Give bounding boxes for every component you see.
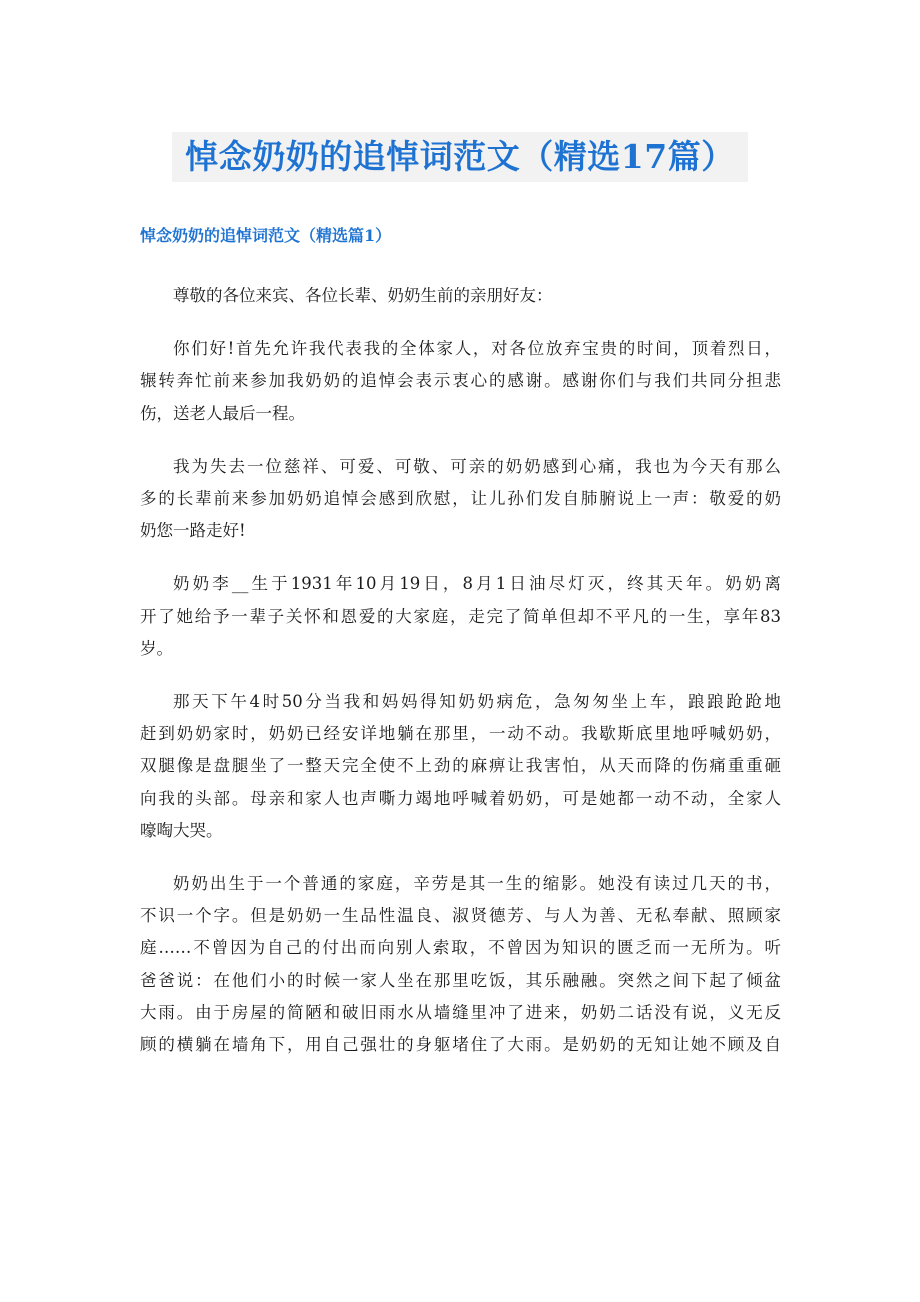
paragraph-line: 多的长辈前来参加奶奶追悼会感到欣慰，让儿孙们发自肺腑说上一声：敬爱的奶	[140, 489, 781, 509]
document-body	[140, 280, 781, 1082]
paragraph-line: 不识一个字。但是奶奶一生品性温良、淑贤德芳、与人为善、无私奉献、照顾家	[140, 906, 781, 926]
paragraph-line: 嚎啕大哭。	[140, 820, 223, 840]
paragraph-line: 伤，送老人最后一程。	[140, 403, 305, 423]
paragraph	[140, 451, 781, 548]
paragraph-line: 双腿像是盘腿坐了一整天完全使不上劲的麻痹让我害怕，从天而降的伤痛重重砸	[140, 756, 781, 776]
paragraph-line: 奶您一路走好!	[140, 521, 246, 541]
section-heading: 悼念奶奶的追悼词范文（精选篇1）	[140, 226, 392, 245]
paragraph	[140, 333, 781, 430]
paragraph-line: 大雨。由于房屋的简陋和破旧雨水从墙缝里冲了进来，奶奶二话没有说，义无反	[140, 1002, 781, 1022]
paragraph	[140, 686, 781, 847]
paragraph-line: 奶奶李__生于1931年10月19日，8月1日油尽灯灭，终其天年。奶奶离	[173, 574, 781, 594]
paragraph-line: 向我的头部。母亲和家人也声嘶力竭地呼喊着奶奶，可是她都一动不动，全家人	[140, 788, 781, 808]
paragraph-line: 爸爸说：在他们小的时候一家人坐在那里吃饭，其乐融融。突然之间下起了倾盆	[140, 970, 781, 990]
paragraph-line: 赶到奶奶家时，奶奶已经安详地躺在那里，一动不动。我歇斯底里地呼喊奶奶，	[140, 724, 781, 744]
paragraph	[140, 568, 781, 665]
paragraph-line: 庭……不曾因为自己的付出而向别人索取，不曾因为知识的匮乏而一无所为。听	[140, 938, 781, 958]
paragraph-line: 那天下午4时50分当我和妈妈得知奶奶病危，急匆匆坐上车，踉踉跄跄地	[173, 692, 781, 712]
paragraph-line: 辗转奔忙前来参加我奶奶的追悼会表示衷心的感谢。感谢你们与我们共同分担悲	[140, 371, 781, 391]
paragraph-line: 开了她给予一辈子关怀和恩爱的大家庭，走完了简单但却不平凡的一生，享年83	[140, 606, 781, 626]
paragraph-line: 奶奶出生于一个普通的家庭，辛劳是其一生的缩影。她没有读过几天的书，	[173, 874, 781, 894]
paragraph-line: 我为失去一位慈祥、可爱、可敬、可亲的奶奶感到心痛，我也为今天有那么	[173, 456, 781, 476]
paragraph-line: 岁。	[140, 638, 173, 658]
document-title: 悼念奶奶的追悼词范文（精选17篇）	[172, 132, 748, 182]
paragraph	[140, 868, 781, 1061]
paragraph-line: 尊敬的各位来宾、各位长辈、奶奶生前的亲朋好友：	[173, 286, 553, 305]
paragraph-line: 你们好!首先允许我代表我的全体家人，对各位放弃宝贵的时间，顶着烈日，	[173, 339, 781, 359]
paragraph-line: 顾的横躺在墙角下，用自己强壮的身躯堵住了大雨。是奶奶的无知让她不顾及自	[140, 1035, 781, 1055]
paragraph	[140, 280, 781, 312]
